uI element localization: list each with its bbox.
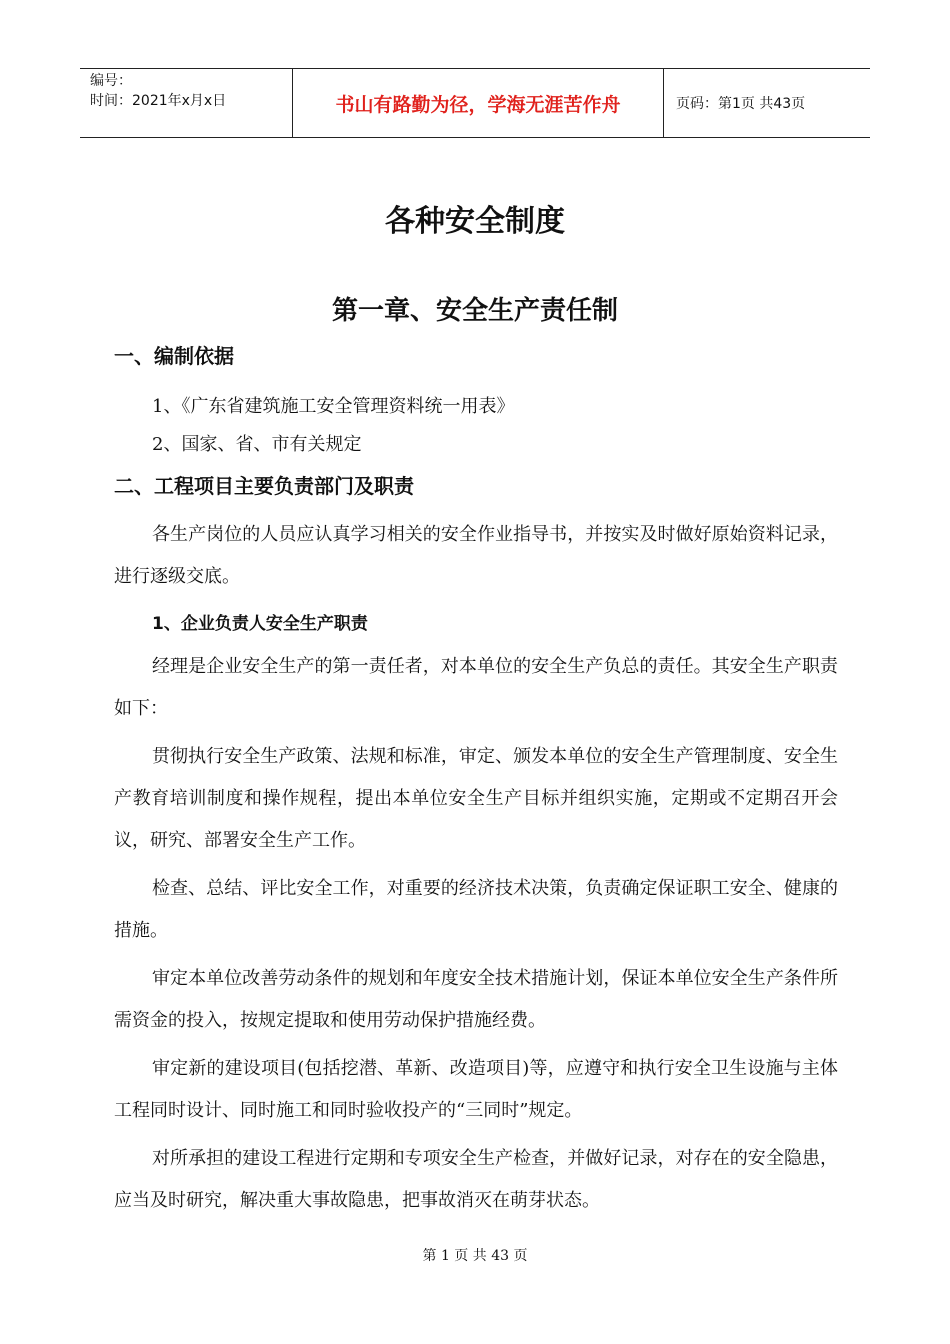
header-page-info: 页码：第1页 共43页 xyxy=(676,96,806,112)
paragraph: 审定本单位改善劳动条件的规划和年度安全技术措施计划，保证本单位安全生产条件所需资金的投入，按规定提取和使用劳动保护措施经费。 xyxy=(114,968,838,1031)
section-heading: 一、编制依据 xyxy=(114,344,234,368)
header-meta xyxy=(80,69,293,137)
serial-label: 编号： xyxy=(90,73,132,89)
time-label: 时间：2021年x月x日 xyxy=(90,93,227,109)
paragraph: 经理是企业安全生产的第一责任者，对本单位的安全生产负总的责任。其安全生产职责如下： xyxy=(114,656,838,719)
paragraph: 对所承担的建设工程进行定期和专项安全生产检查，并做好记录，对存在的安全隐患，应当及时研究，解决重大事故隐患，把事故消灭在萌芽状态。 xyxy=(114,1148,838,1211)
page-footer: 第 1 页 共 43 页 xyxy=(422,1248,528,1264)
section-heading: 二、工程项目主要负责部门及职责 xyxy=(114,474,414,498)
document-body xyxy=(114,338,838,1228)
paragraph: 贯彻执行安全生产政策、法规和标准，审定、颁发本单位的安全生产管理制度、安全生产教育培训制度和操作规程，提出本单位安全生产目标并组织实施，定期或不定期召开会议，研究、部署安全生产工作。 xyxy=(114,746,838,851)
paragraph: 检查、总结、评比安全工作，对重要的经济技术决策，负责确定保证职工安全、健康的措施。 xyxy=(114,878,838,941)
page-header xyxy=(80,68,870,138)
subsection-heading: 1、企业负责人安全生产职责 xyxy=(152,614,368,634)
header-motto: 书山有路勤为径，学海无涯苦作舟 xyxy=(293,69,664,137)
paragraph: 审定新的建设项目(包括挖潜、革新、改造项目)等，应遵守和执行安全卫生设施与主体工程同时设计、同时施工和同时验收投产的“三同时”规定。 xyxy=(114,1058,838,1121)
list-item: 2、国家、省、市有关规定 xyxy=(152,434,362,455)
paragraph: 各生产岗位的人员应认真学习相关的安全作业指导书，并按实及时做好原始资料记录，进行逐级交底。 xyxy=(114,524,838,587)
document-title: 各种安全制度 xyxy=(385,204,565,239)
list-item: 1、《广东省建筑施工安全管理资料统一用表》 xyxy=(152,396,515,417)
chapter-title: 第一章、安全生产责任制 xyxy=(331,296,618,326)
